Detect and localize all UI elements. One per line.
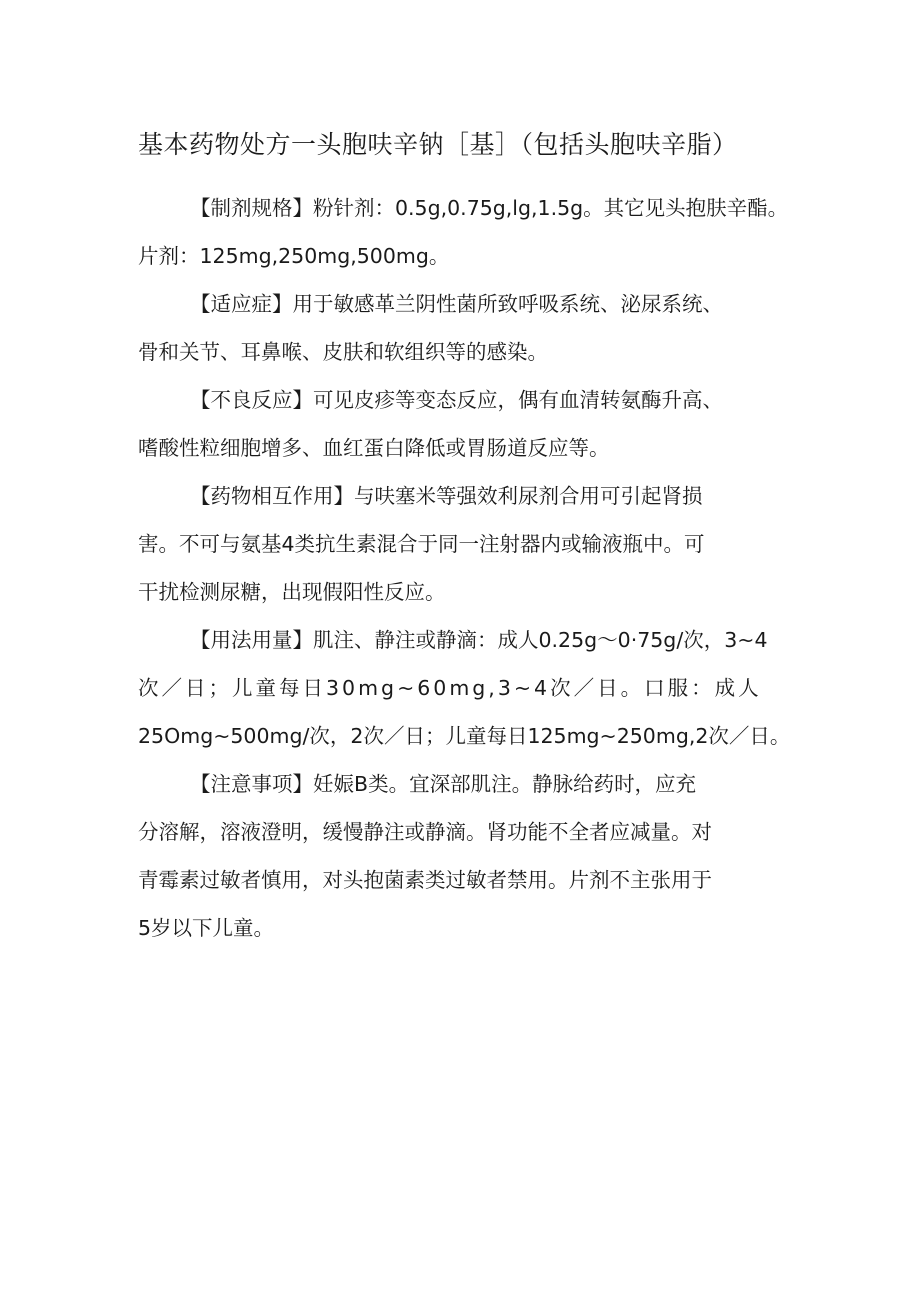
paragraph-line: 片剂：125mg,250mg,500mg。 [138,244,450,268]
section-dosage [138,616,802,760]
paragraph-line: 【适应症】用于敏感革兰阴性菌所致呼吸系统、泌尿系统、 [190,292,723,316]
paragraph-line: 【用法用量】肌注、静注或静滴：成人0.25g～0·75g∕次，3~4 [190,628,768,652]
document-title: 基本药物处方一头胞呋辛钠［基］（包括头胞呋辛脂） [138,130,738,159]
paragraph-line: 青霉素过敏者慎用，对头抱菌素类过敏者禁用。片剂不主张用于 [138,868,712,892]
paragraph-line: 【不良反应】可见皮疹等变态反应，偶有血清转氨酶升高、 [190,388,723,412]
paragraph-line: 骨和关节、耳鼻喉、皮肤和软组织等的感染。 [138,340,548,364]
section-drug-interactions [138,472,802,616]
paragraph-line: 干扰检测尿糖，出现假阳性反应。 [138,580,446,604]
paragraph-line: 5岁以下儿童。 [138,916,275,940]
paragraph-line: 【注意事项】妊娠B类。宜深部肌注。静脉给药时，应充 [190,772,697,796]
paragraph-line: 害。不可与氨基4类抗生素混合于同一注射器内或输液瓶中。可 [138,532,705,556]
document-body [138,184,802,952]
paragraph-line: 【制剂规格】粉针剂：0.5g,0.75g,lg,1.5g。其它见头抱肤辛酯。 [190,196,789,220]
paragraph-line: 嗜酸性粒细胞增多、血红蛋白降低或胃肠道反应等。 [138,436,610,460]
section-adverse-reactions [138,376,802,472]
section-indications [138,280,802,376]
paragraph-line: 分溶解，溶液澄明，缓慢静注或静滴。肾功能不全者应减量。对 [138,820,712,844]
paragraph-line: 【药物相互作用】与呋塞米等强效利尿剂合用可引起肾损 [190,484,703,508]
paragraph-line: 25Omg~500mg∕次，2次／日；儿童每日125mg~250mg,2次／日。 [138,724,791,748]
section-precautions [138,760,802,952]
section-formulation [138,184,802,280]
paragraph-line: 次／日；儿童每日30mg~60mg,3~4次／日。口服：成人 [138,676,762,700]
